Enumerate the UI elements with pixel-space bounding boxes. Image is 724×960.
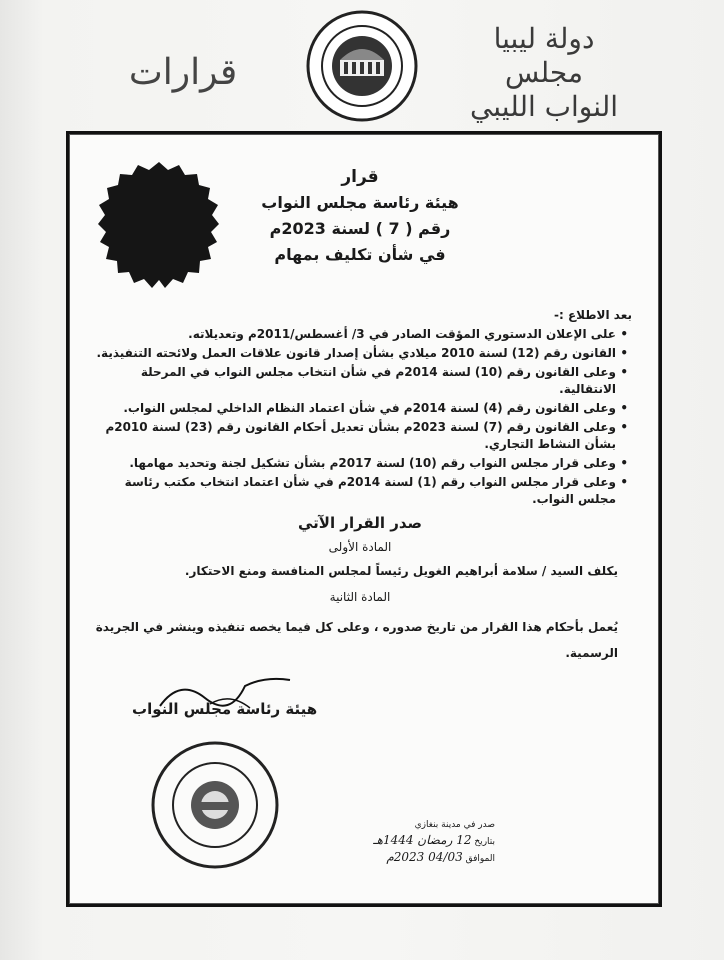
decision-subject: في شأن تكليف بمهام — [274, 245, 446, 264]
list-item: • وعلى قرار مجلس النواب رقم (1) لسنة 2014م في شأن اعتماد انتخاب مكتب رئاسة مجلس النواب. — [94, 474, 628, 508]
list-item: • القانون رقم (12) لسنة 2010 ميلادي بشأن إصدار قانون علاقات العمل ولائحته التنفيذية. — [94, 345, 628, 362]
issued-hijri-date: 12 رمضان 1444هـ — [373, 833, 472, 847]
issued-gregorian-row — [330, 850, 495, 867]
official-stamp-icon — [150, 740, 280, 870]
article2-text: يُعمل بأحكام هذا القرار من تاريخ صدوره ، وعلى كل فيما يخصه تنفيذه وينشر في الجريدة الرسمية. — [95, 620, 618, 660]
issuance-details — [330, 818, 495, 867]
state-calligraphy-logo — [464, 22, 624, 124]
list-item: • على الإعلان الدستوري المؤقت الصادر في 3/ أغسطس/2011م وتعديلاته. — [94, 326, 628, 343]
article1-text: يكلف السيد / سلامة أبراهيم الغويل رئيساً لمجلس المنافسة ومنع الاحتكار. — [184, 564, 618, 578]
state-line1: دولة ليبيا — [493, 22, 595, 55]
state-line2: مجلس النواب الليبي — [469, 56, 619, 123]
issued-hijri-row — [330, 833, 495, 850]
list-item: • وعلى قرار مجلس النواب رقم (10) لسنة 2017م بشأن تشكيل لجنة وتحديد مهامها. — [94, 455, 628, 472]
decision-document — [80, 140, 640, 890]
decision-number: رقم ( 7 ) لسنة 2023م — [269, 219, 451, 238]
decisions-calligraphy-logo: قرارات — [128, 52, 238, 93]
issued-gregorian-date: 04/03 2023م — [386, 850, 463, 864]
article1-label: المادة الأولى — [328, 540, 392, 554]
preamble-label: بعد الاطلاع :- — [553, 308, 632, 322]
issued-hijri-label: بتاريخ — [474, 837, 495, 847]
list-item: • وعلى القانون رقم (4) لسنة 2014م في شأن اعتماد النظام الداخلي لمجلس النواب. — [94, 400, 628, 417]
decision-title-block — [80, 164, 640, 268]
article2-label: المادة الثانية — [329, 590, 391, 604]
decision-title: قرار — [341, 167, 379, 187]
decree-heading: صدر القرار الآتي — [297, 514, 423, 532]
list-item: • وعلى القانون رقم (7) لسنة 2023م بشأن تعديل أحكام القانون رقم (23) لسنة 2010م بشأن النشاط التجاري. — [94, 419, 628, 453]
issued-place: صدر في مدينة بنغازي — [414, 820, 495, 830]
references-list — [94, 326, 640, 510]
signer-name: هيئة رئاسة مجلس النواب — [132, 700, 318, 718]
issued-gregorian-label: الموافق — [465, 854, 495, 864]
decision-issuer: هيئة رئاسة مجلس النواب — [261, 193, 459, 212]
parliament-emblem-icon — [306, 10, 418, 122]
list-item: • وعلى القانون رقم (10) لسنة 2014م في شأن انتخاب مجلس النواب في المرحلة الانتقالية. — [94, 364, 628, 398]
